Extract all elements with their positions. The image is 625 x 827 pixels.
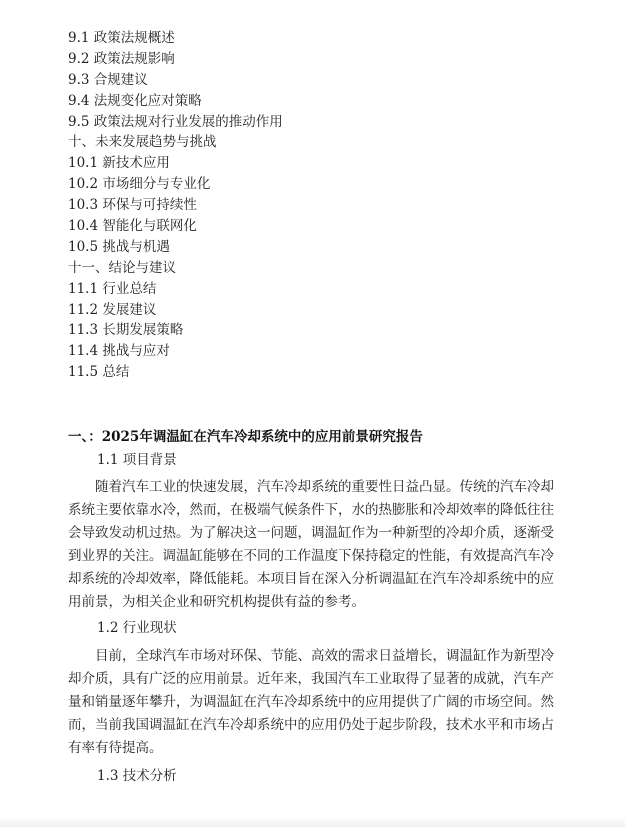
paragraph-line: 目前，全球汽车市场对环保、节能、高效的需求日益增长，调温缸作为新型冷 (95, 648, 554, 664)
toc-item-chapter-10[interactable]: 十、未来发展趋势与挑战 (68, 134, 217, 151)
toc-item-10-2[interactable]: 10.2 市场细分与专业化 (68, 176, 211, 193)
section-heading: 一、：2025年调温缸在汽车冷却系统中的应用前景研究报告 (68, 429, 423, 445)
toc-item-9-3[interactable]: 9.3 合规建议 (68, 71, 148, 88)
toc-item-9-5[interactable]: 9.5 政策法规对行业发展的推动作用 (68, 113, 283, 130)
toc-item-11-5[interactable]: 11.5 总结 (68, 364, 130, 381)
toc-item-11-4[interactable]: 11.4 挑战与应对 (68, 343, 170, 360)
paragraph-line: 量和销量逐年攀升，为调温缸在汽车冷却系统中的应用提供了广阔的市场空间。然 (68, 694, 554, 710)
toc-item-10-3[interactable]: 10.3 环保与可持续性 (68, 197, 197, 214)
paragraph-line: 到业界的关注。调温缸能够在不同的工作温度下保持稳定的性能，有效提高汽车冷 (68, 548, 554, 564)
paragraph-line: 而，当前我国调温缸在汽车冷却系统中的应用仍处于起步阶段，技术水平和市场占 (68, 717, 554, 733)
table-of-contents (68, 28, 588, 383)
toc-item-10-4[interactable]: 10.4 智能化与联网化 (68, 218, 197, 235)
toc-item-11-3[interactable]: 11.3 长期发展策略 (68, 322, 184, 339)
page-bottom-shadow (0, 817, 625, 827)
paragraph-line: 有率有待提高。 (68, 740, 163, 756)
paragraph-line: 系统主要依靠水冷，然而，在极端气候条件下，水的热膨胀和冷却效率的降低往往 (68, 502, 554, 518)
paragraph-line: 会导致发动机过热。为了解决这一问题，调温缸作为一种新型的冷却介质，逐渐受 (68, 525, 554, 541)
paragraph-project-background (68, 476, 578, 614)
toc-item-chapter-11[interactable]: 十一、结论与建议 (68, 259, 176, 276)
toc-item-11-2[interactable]: 11.2 发展建议 (68, 301, 157, 318)
toc-item-9-1[interactable]: 9.1 政策法规概述 (68, 30, 175, 46)
paragraph-industry-status (68, 645, 578, 760)
toc-item-9-2[interactable]: 9.2 政策法规影响 (68, 50, 175, 67)
subsection-title-1-3: 1.3 技术分析 (97, 768, 177, 784)
toc-item-11-1[interactable]: 11.1 行业总结 (68, 280, 157, 297)
subsection-title-1-2: 1.2 行业现状 (97, 620, 177, 636)
subsection-title-1-1: 1.1 项目背景 (97, 452, 177, 468)
paragraph-line: 却介质，具有广泛的应用前景。近年来，我国汽车工业取得了显著的成就，汽车产 (68, 671, 554, 687)
paragraph-line: 用前景，为相关企业和研究机构提供有益的参考。 (68, 594, 365, 610)
toc-item-9-4[interactable]: 9.4 法规变化应对策略 (68, 92, 202, 109)
paragraph-line: 随着汽车工业的快速发展，汽车冷却系统的重要性日益凸显。传统的汽车冷却 (95, 479, 554, 495)
toc-item-10-5[interactable]: 10.5 挑战与机遇 (68, 238, 170, 255)
paragraph-line: 却系统的冷却效率，降低能耗。本项目旨在深入分析调温缸在汽车冷却系统中的应 (68, 571, 554, 587)
toc-item-10-1[interactable]: 10.1 新技术应用 (68, 155, 170, 172)
